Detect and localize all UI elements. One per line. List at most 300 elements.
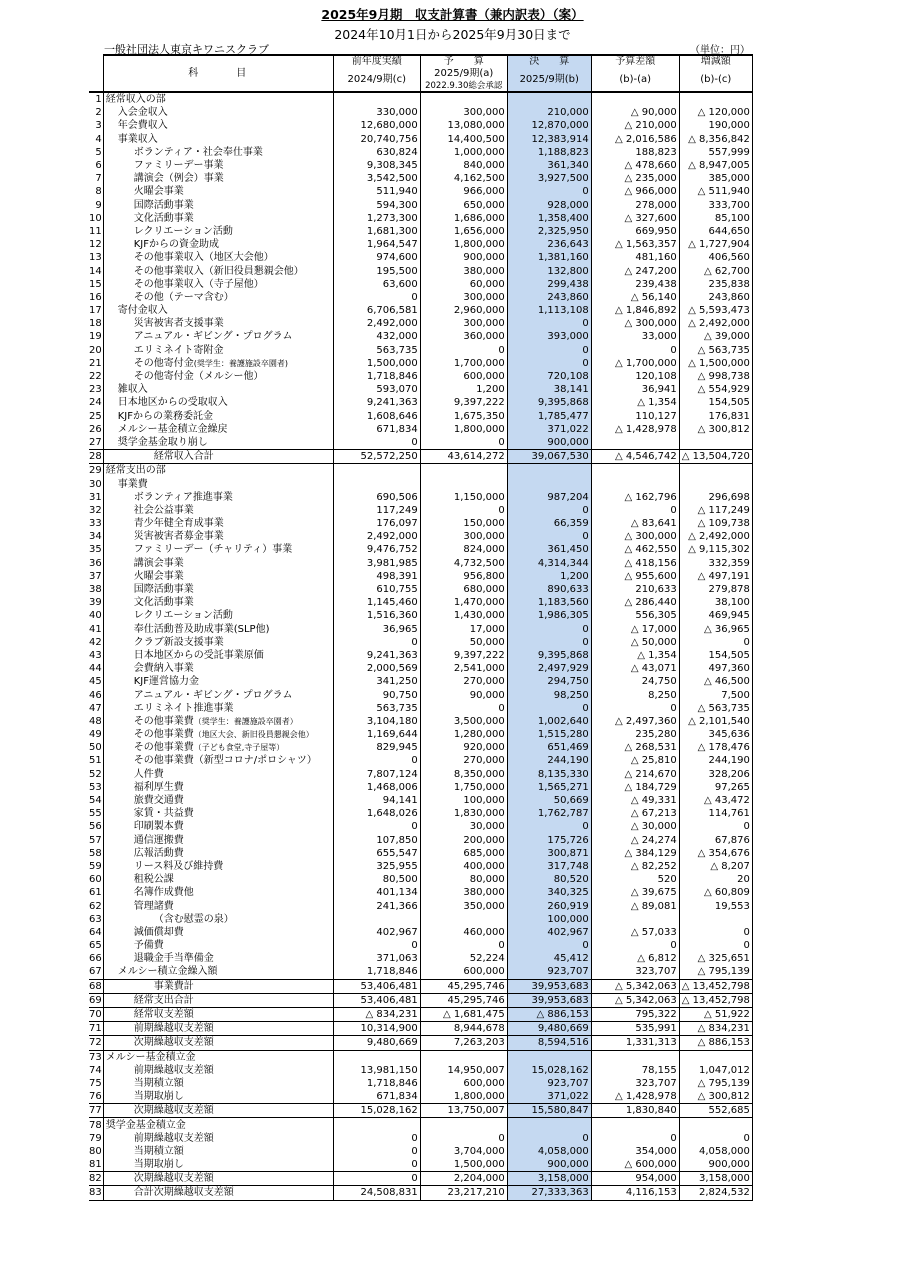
cell-prev-actual: 3,542,500 [333, 172, 420, 185]
row-label-text: 印刷製本費 [133, 821, 184, 833]
cell-increase [679, 1050, 752, 1064]
cell-budget-diff: △ 966,000 [591, 185, 679, 198]
table-row [89, 860, 752, 873]
table-row [89, 212, 752, 225]
row-label-text: 文化活動事業 [133, 212, 194, 224]
row-label-text: 退職金手当準備金 [133, 953, 214, 965]
cell-prev-actual: 20,740,756 [333, 133, 420, 146]
cell-budget-diff: 556,305 [591, 609, 679, 622]
cell-budget-diff: △ 384,129 [591, 847, 679, 860]
cell-prev-actual: 1,516,360 [333, 609, 420, 622]
row-number: 16 [89, 291, 102, 303]
cell-budget: 300,000 [420, 106, 507, 119]
row-number: 60 [89, 874, 102, 886]
cell-prev-actual [333, 477, 420, 490]
cell-settlement: 9,395,868 [507, 649, 591, 662]
cell-budget: 45,295,746 [420, 979, 507, 993]
row-label [103, 952, 333, 965]
fiscal-period: 2024年10月1日から2025年9月30日まで [334, 27, 571, 42]
cell-budget: 60,000 [420, 278, 507, 291]
row-label-text: 国際活動事業 [133, 199, 194, 211]
cell-prev-actual: 117,249 [333, 504, 420, 517]
row-label-text: 事業費計 [153, 980, 194, 992]
cell-prev-actual: 2,492,000 [333, 317, 420, 330]
row-number: 3 [95, 120, 102, 132]
cell-settlement: 50,669 [507, 794, 591, 807]
budget-table [89, 54, 753, 1201]
row-label-text: 国際活動事業 [133, 584, 194, 596]
cell-budget-diff: 535,991 [591, 1022, 679, 1036]
cell-budget-diff: 120,108 [591, 370, 679, 383]
organization-name: 一般社団法人東京キワニスクラブ [104, 43, 269, 56]
cell-prev-actual: 9,476,752 [333, 543, 420, 556]
cell-settlement: 0 [507, 530, 591, 543]
cell-prev-actual: 7,807,124 [333, 768, 420, 781]
cell-increase: 20 [679, 873, 752, 886]
cell-settlement: 361,340 [507, 159, 591, 172]
cell-prev-actual: 1,169,644 [333, 728, 420, 741]
cell-budget-diff: △ 184,729 [591, 781, 679, 794]
cell-budget: 8,350,000 [420, 768, 507, 781]
row-number: 78 [89, 1119, 102, 1131]
table-row [89, 477, 752, 490]
cell-budget: 0 [420, 1132, 507, 1145]
cell-settlement: 928,000 [507, 199, 591, 212]
cell-increase [679, 477, 752, 490]
cell-settlement: 260,919 [507, 899, 591, 912]
row-label-text: 火曜会事業 [133, 570, 184, 582]
row-number: 47 [89, 702, 102, 714]
row-number: 59 [89, 860, 102, 872]
header-budget-sub: 2025/9期(a) [420, 68, 507, 80]
cell-increase: △ 354,676 [679, 847, 752, 860]
cell-budget: 1,800,000 [420, 1090, 507, 1104]
row-number: 41 [89, 623, 102, 635]
row-label-text: リース料及び維持費 [133, 860, 224, 872]
cell-settlement: 900,000 [507, 1158, 591, 1172]
cell-prev-actual: 563,735 [333, 702, 420, 715]
row-number: 72 [89, 1037, 102, 1049]
cell-budget-diff: △ 57,033 [591, 926, 679, 939]
cell-settlement: 299,438 [507, 278, 591, 291]
cell-increase: 0 [679, 1132, 752, 1145]
cell-increase: △ 300,812 [679, 423, 752, 436]
cell-settlement: 402,967 [507, 926, 591, 939]
cell-budget: 956,800 [420, 570, 507, 583]
row-number: 57 [89, 834, 102, 846]
cell-prev-actual: 0 [333, 1132, 420, 1145]
table-row [89, 794, 752, 807]
cell-budget: 1,800,000 [420, 423, 507, 436]
row-label [103, 106, 333, 119]
row-number: 30 [89, 478, 102, 490]
table-row [89, 688, 752, 701]
row-number: 27 [89, 436, 102, 448]
cell-budget-diff: △ 2,497,360 [591, 715, 679, 728]
row-label [103, 834, 333, 847]
cell-prev-actual: 974,600 [333, 251, 420, 264]
row-number: 64 [89, 926, 102, 938]
cell-settlement: 300,871 [507, 847, 591, 860]
cell-budget: 600,000 [420, 1077, 507, 1090]
cell-budget-diff: △ 83,641 [591, 517, 679, 530]
row-number: 18 [89, 318, 102, 330]
row-label-text: クラブ新設支援事業 [133, 636, 224, 648]
cell-prev-actual: 63,600 [333, 278, 420, 291]
row-number: 9 [95, 199, 102, 211]
cell-settlement: 15,028,162 [507, 1064, 591, 1077]
cell-increase: △ 8,207 [679, 860, 752, 873]
table-row [89, 1172, 752, 1186]
cell-increase: 328,206 [679, 768, 752, 781]
cell-prev-actual: 0 [333, 1172, 420, 1186]
row-label-text: ボランティア推進事業 [133, 491, 233, 503]
cell-increase: △ 834,231 [679, 1022, 752, 1036]
cell-increase: 333,700 [679, 199, 752, 212]
row-label-text: 火曜会事業 [133, 186, 184, 198]
row-number: 77 [89, 1105, 102, 1117]
row-label-text: その他寄付金（メルシー他） [133, 371, 264, 383]
cell-prev-actual: 0 [333, 1145, 420, 1158]
cell-prev-actual [333, 913, 420, 926]
cell-prev-actual: 36,965 [333, 623, 420, 636]
cell-budget-diff [591, 1118, 679, 1132]
row-label-text: メルシー基金積立金 [105, 1051, 196, 1063]
cell-budget: 13,750,007 [420, 1104, 507, 1118]
cell-budget-diff: △ 30,000 [591, 820, 679, 833]
cell-budget: 8,944,678 [420, 1022, 507, 1036]
cell-increase: △ 43,472 [679, 794, 752, 807]
cell-settlement: 3,927,500 [507, 172, 591, 185]
row-number: 34 [89, 531, 102, 543]
cell-increase: △ 511,940 [679, 185, 752, 198]
cell-budget: 1,800,000 [420, 238, 507, 251]
cell-prev-actual: 2,000,569 [333, 662, 420, 675]
cell-budget-diff: △ 955,600 [591, 570, 679, 583]
cell-increase: △ 554,929 [679, 383, 752, 396]
row-number: 75 [89, 1077, 102, 1089]
cell-budget-diff: △ 235,000 [591, 172, 679, 185]
row-label [103, 530, 333, 543]
cell-increase: △ 1,727,904 [679, 238, 752, 251]
cell-budget: 1,470,000 [420, 596, 507, 609]
row-number: 22 [89, 371, 102, 383]
cell-budget-diff: 33,000 [591, 330, 679, 343]
table-row [89, 491, 752, 504]
table-row [89, 1118, 752, 1132]
cell-prev-actual: 610,755 [333, 583, 420, 596]
cell-settlement: 0 [507, 623, 591, 636]
cell-budget: 43,614,272 [420, 450, 507, 464]
cell-increase: 406,560 [679, 251, 752, 264]
cell-increase: 190,000 [679, 119, 752, 132]
table-row [89, 436, 752, 450]
cell-increase: 67,876 [679, 834, 752, 847]
table-row [89, 1186, 752, 1200]
row-label [103, 1090, 333, 1104]
cell-settlement: 100,000 [507, 913, 591, 926]
table-row [89, 423, 752, 436]
row-label [103, 330, 333, 343]
table-row [89, 357, 752, 370]
cell-increase: 3,158,000 [679, 1172, 752, 1186]
cell-increase: △ 2,492,000 [679, 317, 752, 330]
row-number: 62 [89, 900, 102, 912]
cell-increase: △ 62,700 [679, 264, 752, 277]
cell-prev-actual [333, 464, 420, 478]
cell-prev-actual: 52,572,250 [333, 450, 420, 464]
cell-increase: △ 39,000 [679, 330, 752, 343]
table-row [89, 92, 752, 106]
cell-settlement: 317,748 [507, 860, 591, 873]
cell-budget: 9,397,222 [420, 396, 507, 409]
row-label-text: 講演会（例会）事業 [133, 173, 224, 185]
row-label-text: 青少年健全育成事業 [133, 518, 224, 530]
row-label-text: 予備費 [133, 940, 164, 952]
row-label-text: 家賃・共益費 [133, 808, 194, 820]
row-label [103, 410, 333, 423]
cell-prev-actual: 594,300 [333, 199, 420, 212]
row-label-text: 福利厚生費 [133, 781, 184, 793]
cell-budget-diff: △ 600,000 [591, 1158, 679, 1172]
cell-settlement: 923,707 [507, 965, 591, 979]
cell-prev-actual: 690,506 [333, 491, 420, 504]
cell-prev-actual: 563,735 [333, 344, 420, 357]
table-row [89, 899, 752, 912]
row-label [103, 913, 333, 926]
row-number: 25 [89, 410, 102, 422]
cell-budget-diff: △ 1,846,892 [591, 304, 679, 317]
row-label-text: 当期積立額 [133, 1077, 184, 1089]
table-row [89, 317, 752, 330]
cell-budget: 13,080,000 [420, 119, 507, 132]
header-prev-actual-sub: 2024/9期(c) [333, 68, 420, 92]
cell-budget: 840,000 [420, 159, 507, 172]
cell-budget [420, 92, 507, 106]
cell-prev-actual: 1,681,300 [333, 225, 420, 238]
table-row [89, 517, 752, 530]
cell-budget: 270,000 [420, 675, 507, 688]
row-number: 67 [89, 966, 102, 978]
row-label-note: （子ども食堂,寺子屋等） [193, 743, 285, 753]
table-row [89, 291, 752, 304]
cell-settlement: 0 [507, 317, 591, 330]
cell-increase [679, 913, 752, 926]
cell-settlement: 1,200 [507, 570, 591, 583]
row-label-text: 社会公益事業 [133, 504, 194, 516]
cell-budget-diff: △ 49,331 [591, 794, 679, 807]
cell-increase: 243,860 [679, 291, 752, 304]
row-label [103, 754, 333, 767]
cell-prev-actual: 671,834 [333, 423, 420, 436]
cell-settlement: 80,520 [507, 873, 591, 886]
row-label [103, 185, 333, 198]
row-label [103, 1077, 333, 1090]
cell-prev-actual: 1,718,846 [333, 965, 420, 979]
cell-budget-diff [591, 92, 679, 106]
row-number: 58 [89, 847, 102, 859]
row-number: 66 [89, 953, 102, 965]
cell-budget-diff: 481,160 [591, 251, 679, 264]
cell-budget-diff: 239,438 [591, 278, 679, 291]
cell-budget-diff: 354,000 [591, 1145, 679, 1158]
table-row [89, 238, 752, 251]
cell-settlement: 651,469 [507, 741, 591, 754]
row-label [103, 847, 333, 860]
row-label [103, 1158, 333, 1172]
cell-budget-diff: △ 39,675 [591, 886, 679, 899]
row-label-note: （地区大会、新旧役員懇親会他） [193, 730, 314, 740]
cell-budget: 2,541,000 [420, 662, 507, 675]
cell-budget: 1,430,000 [420, 609, 507, 622]
row-label-text: その他事業費 [133, 715, 194, 727]
row-number: 39 [89, 597, 102, 609]
table-row [89, 383, 752, 396]
table-row [89, 913, 752, 926]
row-number: 4 [95, 133, 102, 145]
cell-prev-actual: 53,406,481 [333, 993, 420, 1007]
cell-increase: 552,685 [679, 1104, 752, 1118]
cell-budget-diff: △ 5,342,063 [591, 979, 679, 993]
cell-increase: △ 497,191 [679, 570, 752, 583]
cell-budget: 150,000 [420, 517, 507, 530]
cell-prev-actual: 13,981,150 [333, 1064, 420, 1077]
cell-budget [420, 1118, 507, 1132]
cell-budget: 3,704,000 [420, 1145, 507, 1158]
cell-budget [420, 913, 507, 926]
cell-prev-actual: 1,718,846 [333, 370, 420, 383]
cell-prev-actual [333, 1118, 420, 1132]
row-label-text: メルシー積立金繰入額 [117, 966, 218, 978]
table-row [89, 847, 752, 860]
cell-budget-diff [591, 913, 679, 926]
cell-prev-actual: 176,097 [333, 517, 420, 530]
table-row [89, 715, 752, 728]
cell-prev-actual: 401,134 [333, 886, 420, 899]
cell-increase: △ 117,249 [679, 504, 752, 517]
row-label [103, 491, 333, 504]
header-item: 科 目 [103, 55, 333, 92]
cell-prev-actual: 195,500 [333, 264, 420, 277]
cell-budget: 30,000 [420, 820, 507, 833]
cell-budget: 300,000 [420, 530, 507, 543]
table-row [89, 754, 752, 767]
cell-budget: 1,686,000 [420, 212, 507, 225]
cell-budget: 685,000 [420, 847, 507, 860]
row-number: 23 [89, 384, 102, 396]
table-row [89, 1036, 752, 1050]
cell-settlement: 1,986,305 [507, 609, 591, 622]
cell-increase: △ 795,139 [679, 965, 752, 979]
row-number: 12 [89, 239, 102, 251]
cell-prev-actual: 1,718,846 [333, 1077, 420, 1090]
cell-budget: 14,400,500 [420, 133, 507, 146]
table-row [89, 410, 752, 423]
cell-budget: 4,732,500 [420, 557, 507, 570]
table-header [89, 55, 752, 92]
cell-prev-actual: 1,648,026 [333, 807, 420, 820]
cell-budget-diff: 0 [591, 504, 679, 517]
cell-increase: 19,553 [679, 899, 752, 912]
cell-settlement: 371,022 [507, 1090, 591, 1104]
cell-budget-diff: △ 327,600 [591, 212, 679, 225]
cell-prev-actual: 511,940 [333, 185, 420, 198]
row-number: 56 [89, 821, 102, 833]
row-label-text: 災害被害者募金事業 [133, 531, 224, 543]
cell-budget-diff: 36,941 [591, 383, 679, 396]
cell-budget-diff: △ 210,000 [591, 119, 679, 132]
row-label [103, 899, 333, 912]
row-number: 29 [89, 465, 102, 477]
row-label-text: 寄付金収入 [117, 305, 168, 317]
row-label-text: 事業収入 [117, 133, 158, 145]
table-row [89, 1158, 752, 1172]
cell-prev-actual: 9,241,363 [333, 396, 420, 409]
row-number: 50 [89, 742, 102, 754]
cell-budget: 0 [420, 436, 507, 450]
row-label-text: KJFからの資金助成 [133, 239, 219, 251]
cell-increase: 4,058,000 [679, 1145, 752, 1158]
cell-budget-diff: 78,155 [591, 1064, 679, 1077]
cell-budget-diff: △ 1,354 [591, 396, 679, 409]
row-number: 55 [89, 808, 102, 820]
row-label-text: 年会費収入 [117, 120, 168, 132]
cell-budget-diff: △ 286,440 [591, 596, 679, 609]
table-row [89, 199, 752, 212]
cell-budget: 1,000,000 [420, 146, 507, 159]
row-label-text: 奨学金基金積立金 [105, 1119, 186, 1131]
cell-settlement: 1,358,400 [507, 212, 591, 225]
row-label [103, 146, 333, 159]
cell-budget: 1,675,350 [420, 410, 507, 423]
row-label [103, 662, 333, 675]
row-label [103, 504, 333, 517]
table-row [89, 939, 752, 952]
row-label-text: KJF運営協力金 [133, 676, 199, 688]
cell-budget-diff: 278,000 [591, 199, 679, 212]
cell-budget: 1,700,000 [420, 357, 507, 370]
row-number: 5 [95, 146, 102, 158]
cell-prev-actual: 3,981,985 [333, 557, 420, 570]
cell-prev-actual: 1,145,460 [333, 596, 420, 609]
cell-budget-diff: 0 [591, 702, 679, 715]
row-number: 45 [89, 676, 102, 688]
row-label [103, 396, 333, 409]
row-label-text: 租税公課 [133, 874, 174, 886]
row-label-text: その他事業費 [133, 729, 194, 741]
cell-budget-diff: △ 24,274 [591, 834, 679, 847]
cell-budget: 1,500,000 [420, 1158, 507, 1172]
table-row [89, 636, 752, 649]
row-label-text: 前期繰越収支差額 [133, 1023, 214, 1035]
cell-budget-diff: △ 90,000 [591, 106, 679, 119]
cell-prev-actual: 330,000 [333, 106, 420, 119]
table-row [89, 1104, 752, 1118]
row-label [103, 92, 333, 106]
cell-budget-diff: △ 300,000 [591, 317, 679, 330]
cell-prev-actual: 6,706,581 [333, 304, 420, 317]
cell-budget-diff [591, 436, 679, 450]
cell-budget-diff: △ 268,531 [591, 741, 679, 754]
cell-increase: 154,505 [679, 396, 752, 409]
cell-prev-actual: 655,547 [333, 847, 420, 860]
table-row [89, 834, 752, 847]
row-number: 40 [89, 610, 102, 622]
cell-increase: △ 8,356,842 [679, 133, 752, 146]
cell-budget: 1,830,000 [420, 807, 507, 820]
row-label-note: (奨学生：養護施設卒園者) [193, 358, 288, 368]
cell-budget: 380,000 [420, 886, 507, 899]
